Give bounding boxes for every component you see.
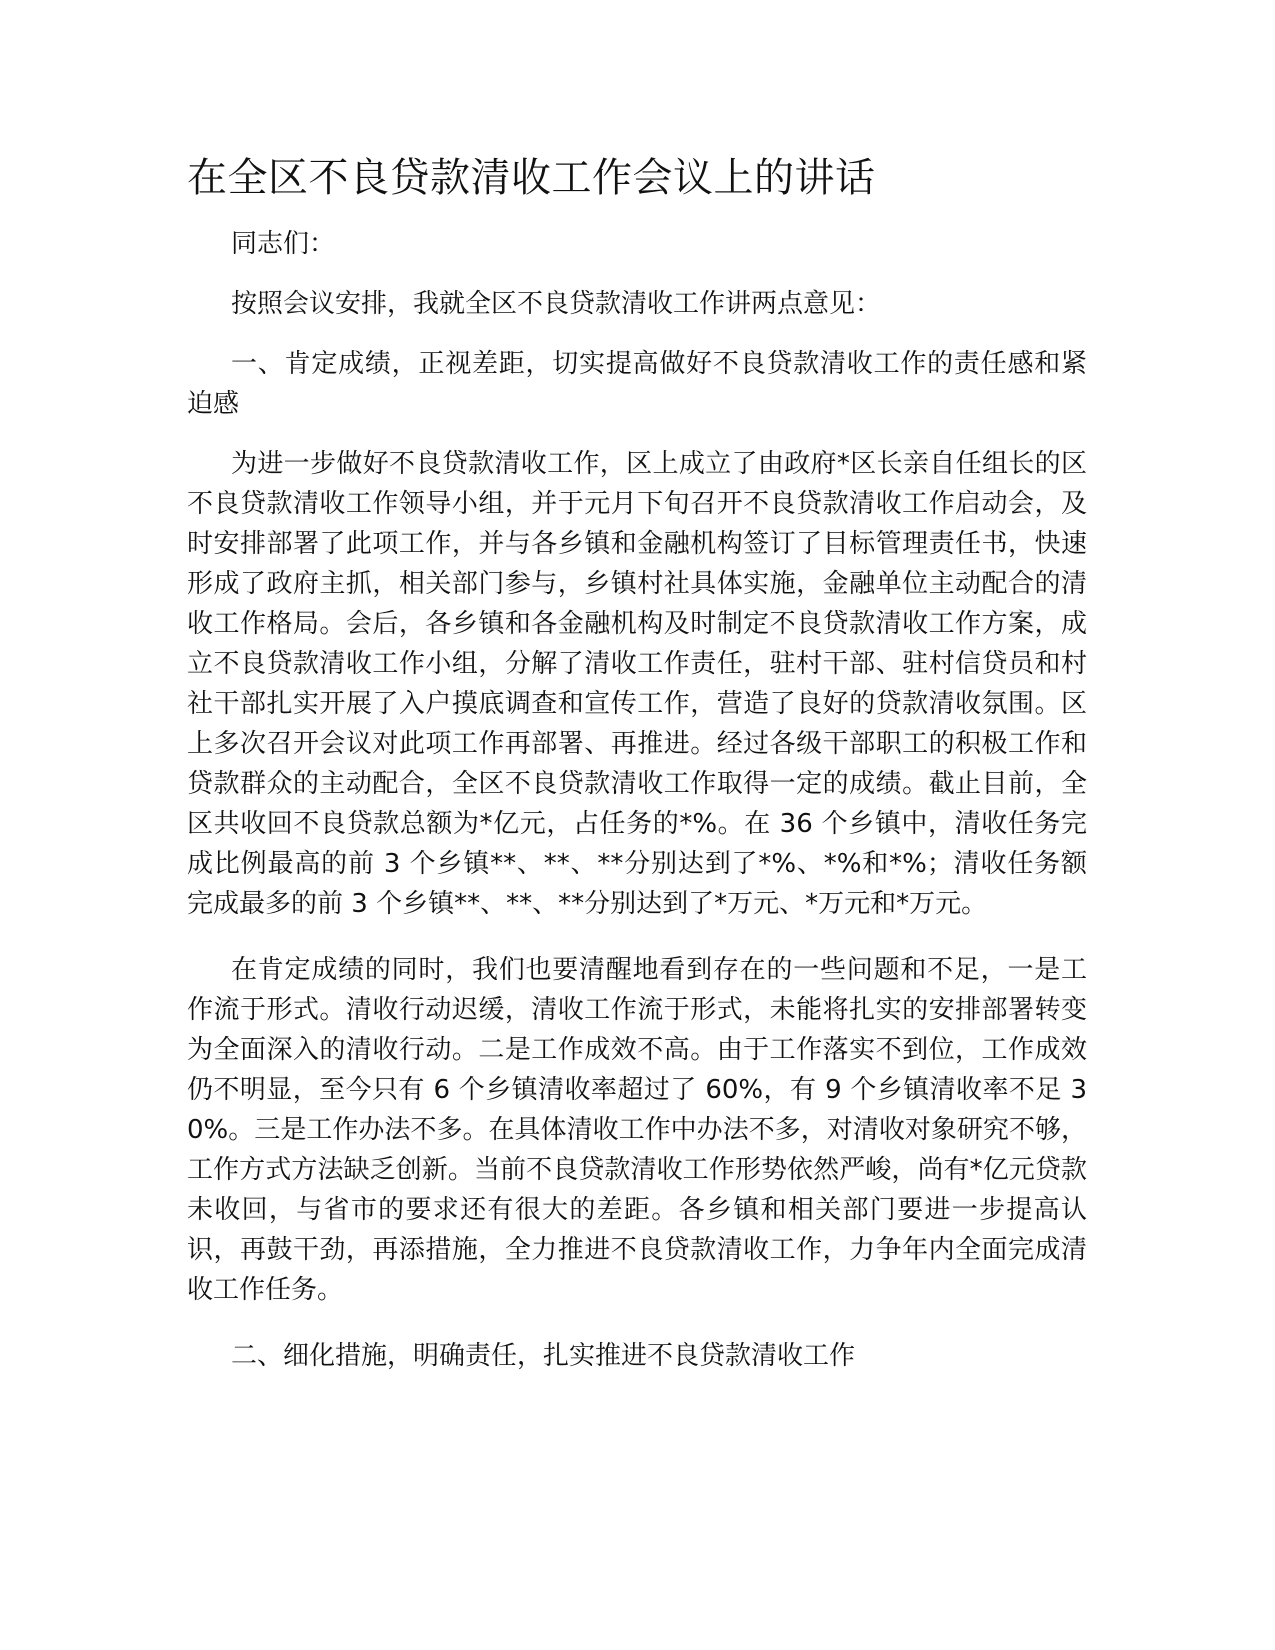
- section-heading-1: 一、肯定成绩，正视差距，切实提高做好不良贷款清收工作的责任感和紧迫感: [187, 349, 1087, 419]
- document-body: [187, 148, 1087, 1402]
- body-paragraph-achievements: 为进一步做好不良贷款清收工作，区上成立了由政府*区长亲自任组长的区不良贷款清收工作领导小组，并于元月下旬召开不良贷款清收工作启动会，及时安排部署了此项工作，并与各乡镇和金融机构签订了目标管理责任书，快速形成了政府主抓，相关部门参与，乡镇村社具体实施，金融单位主动配合的清收工作格局。会后，各乡镇和各金融机构及时制定不良贷款清收工作方案，成立不良贷款清收工作小组，分解了清收工作责任，驻村干部、驻村信贷员和村社干部扎实开展了入户摸底调查和宣传工作，营造了良好的贷款清收氛围。区上多次召开会议对此项工作再部署、再推进。经过各级干部职工的积极工作和贷款群众的主动配合，全区不良贷款清收工作取得一定的成绩。截止目前，全区共收回不良贷款总额为*亿元，占任务的*%。在 36 个乡镇中，清收任务完成比例最高的前 3 个乡镇**、**、**分别达到了*%、*%和*%；清收任务额完成最多的前 3 个乡镇**、**、**分别达到了*万元、*万元和*万元。: [187, 449, 1087, 919]
- body-paragraph-problems: 在肯定成绩的同时，我们也要清醒地看到存在的一些问题和不足，一是工作流于形式。清收行动迟缓，清收工作流于形式，未能将扎实的安排部署转变为全面深入的清收行动。二是工作成效不高。由于工作落实不到位，工作成效仍不明显，至今只有 6 个乡镇清收率超过了 60%，有 9 个乡镇清收率不足 30%。三是工作办法不多。在具体清收工作中办法不多，对清收对象研究不够，工作方式方法缺乏创新。当前不良贷款清收工作形势依然严峻，尚有*亿元贷款未收回，与省市的要求还有很大的差距。各乡镇和相关部门要进一步提高认识，再鼓干劲，再添措施，全力推进不良贷款清收工作，力争年内全面完成清收工作任务。: [187, 955, 1087, 1305]
- document-title: 在全区不良贷款清收工作会议上的讲话: [187, 155, 876, 201]
- section-heading-2: 二、细化措施，明确责任，扎实推进不良贷款清收工作: [231, 1341, 856, 1371]
- salutation: 同志们：: [231, 229, 336, 259]
- intro-paragraph: 按照会议安排，我就全区不良贷款清收工作讲两点意见：: [231, 289, 882, 319]
